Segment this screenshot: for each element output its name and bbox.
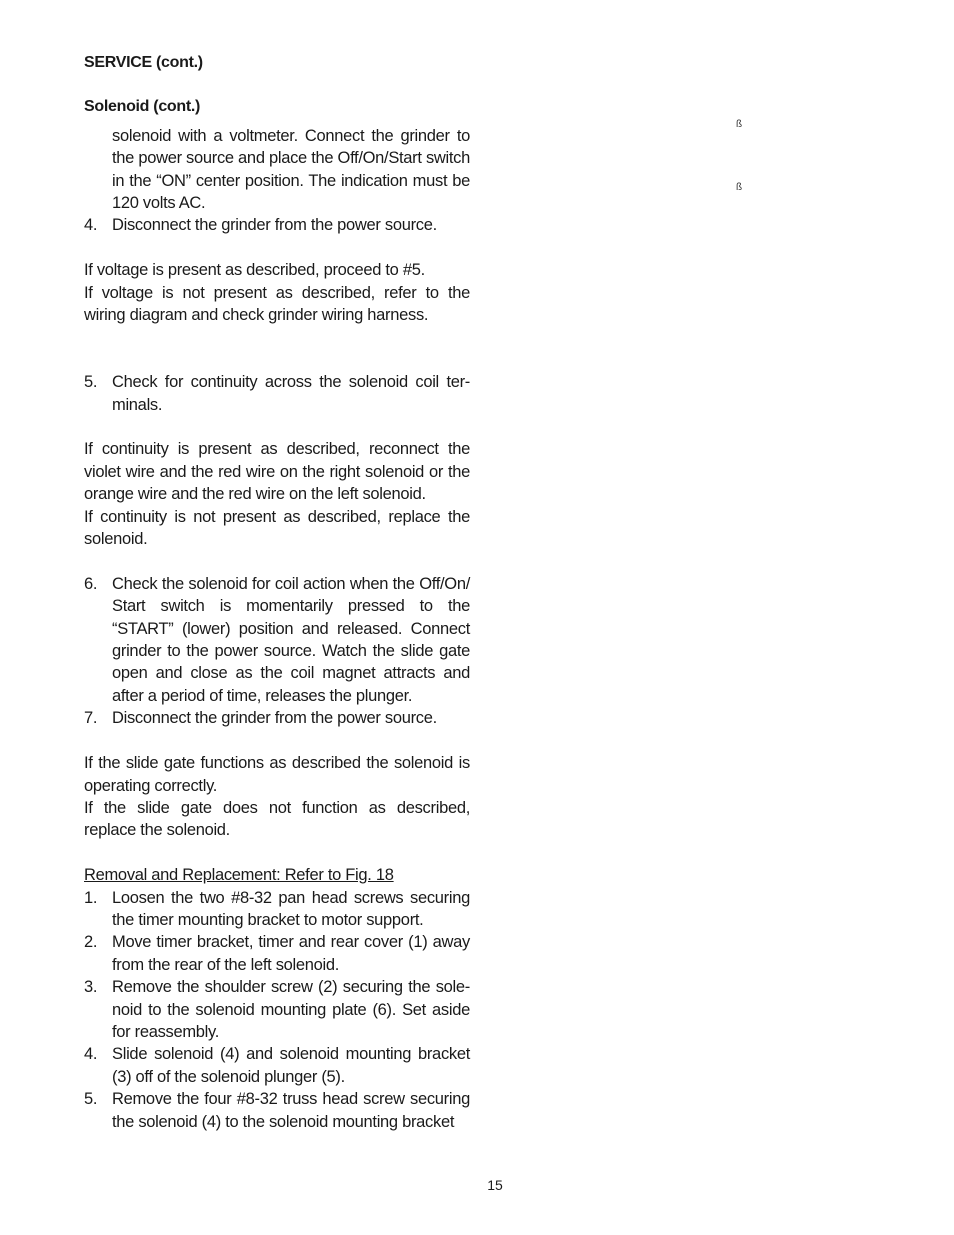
step-text: Disconnect the grinder from the power source. xyxy=(112,216,437,235)
step-text: Disconnect the grinder from the power source. xyxy=(112,709,437,728)
step-text: Check the solenoid for coil action when the Off/On/ Start switch is momentarily pressed to the “START” (lower) position and released. Connect grinder to the power source. Watch the slide gate open and close as the coil magnet attracts and after a period of time, releases the plunger. xyxy=(112,574,470,705)
paragraph: If voltage is not present as described, refer to the wiring diagram and check grinder wiring harness. xyxy=(84,283,470,325)
step-number: 6. xyxy=(84,574,98,593)
step-number: 7. xyxy=(84,709,98,728)
step-item xyxy=(84,707,470,729)
step-number: 4. xyxy=(84,216,98,235)
step-item xyxy=(84,214,470,236)
step-number: 1. xyxy=(84,888,98,907)
removal-step xyxy=(84,1043,470,1088)
step-number: 5. xyxy=(84,1090,98,1109)
step-number: 2. xyxy=(84,933,98,952)
step-item xyxy=(84,371,470,416)
step-number: 3. xyxy=(84,978,98,997)
step-item xyxy=(84,573,470,707)
step-text: Check for continuity across the solenoid coil ter-minals. xyxy=(112,373,470,414)
continued-step-text: solenoid with a voltmeter. Connect the grinder to the power source and place the Off/On/Start switch in the “ON” center position. The indication must be 120 volts AC. xyxy=(112,126,470,213)
page-number: 15 xyxy=(487,1177,503,1193)
stray-mark: ß xyxy=(736,119,743,130)
removal-step xyxy=(84,976,470,1043)
removal-step xyxy=(84,1088,470,1133)
step-text: Move timer bracket, timer and rear cover (1) away from the rear of the left solenoid. xyxy=(112,933,470,974)
paragraph: If continuity is present as described, reconnect the violet wire and the red wire on the right solenoid or the orange wire and the red wire on the left solenoid. xyxy=(84,440,470,504)
removal-step xyxy=(84,887,470,932)
text-column xyxy=(84,52,470,1133)
paragraph: If continuity is not present as described, replace the solenoid. xyxy=(84,507,470,549)
step-text: Remove the shoulder screw (2) securing the sole-noid to the solenoid mounting plate (6). Set aside for reassembly. xyxy=(112,978,470,1041)
paragraph: If the slide gate functions as described the solenoid is operating correctly. xyxy=(84,754,470,795)
stray-mark: ß xyxy=(736,182,743,193)
step-text: Loosen the two #8-32 pan head screws securing the timer mounting bracket to motor support. xyxy=(112,888,470,929)
paragraph: If voltage is present as described, proceed to #5. xyxy=(84,261,425,280)
subsection-heading: Solenoid (cont.) xyxy=(84,98,201,116)
step-number: 5. xyxy=(84,373,98,392)
removal-step xyxy=(84,931,470,976)
step-text: Remove the four #8-32 truss head screw securing the solenoid (4) to the solenoid mounting bracket xyxy=(112,1090,470,1131)
step-number: 4. xyxy=(84,1045,98,1064)
section-heading: SERVICE (cont.) xyxy=(84,54,203,71)
paragraph: If the slide gate does not function as described, replace the solenoid. xyxy=(84,798,470,840)
removal-heading: Removal and Replacement: Refer to Fig. 18 xyxy=(84,866,394,885)
step-text: Slide solenoid (4) and solenoid mounting bracket (3) off of the solenoid plunger (5). xyxy=(112,1045,470,1086)
